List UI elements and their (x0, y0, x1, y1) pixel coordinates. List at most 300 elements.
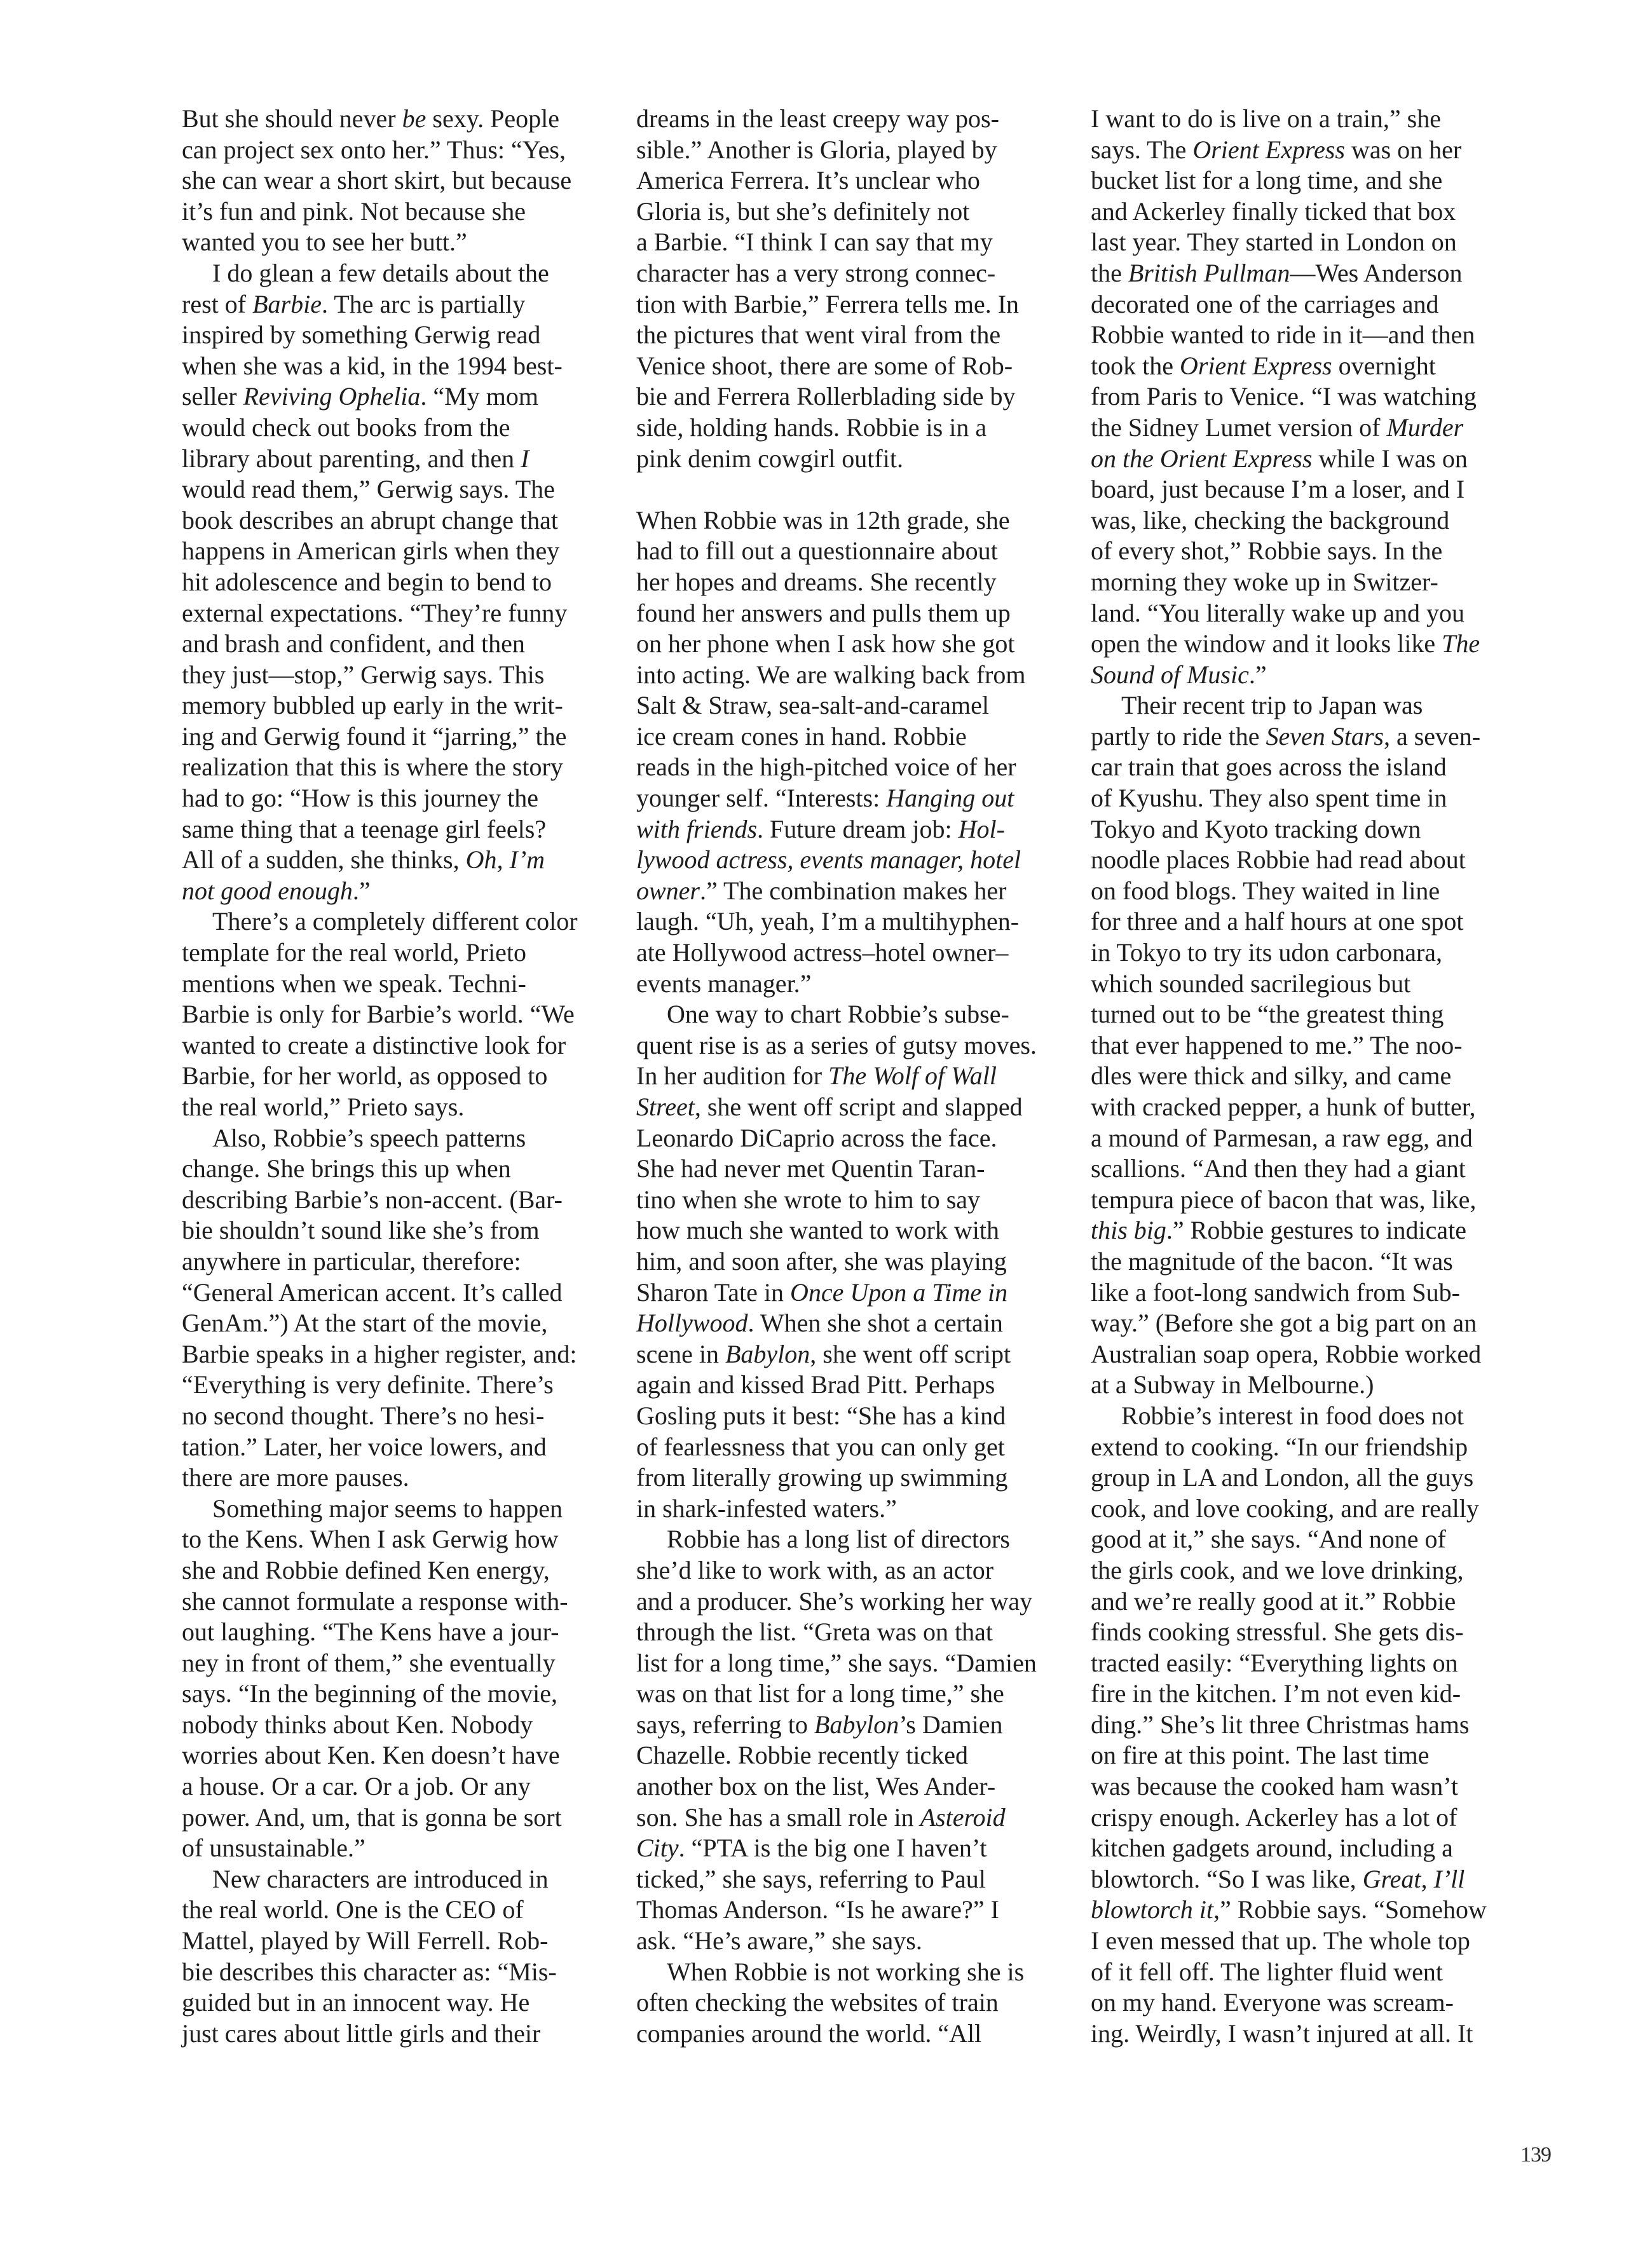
text-line (1091, 505, 1505, 536)
text-run: turned out to be “the greatest thing (1091, 1000, 1444, 1029)
text-run: All of a sudden, she thinks, (182, 845, 466, 875)
text-line (636, 999, 1051, 1030)
text-line (182, 969, 596, 1000)
text-line (1091, 1771, 1505, 1802)
italic-text: lywood actress, events manager, hotel (636, 845, 1021, 875)
text-run: ticked,” she says, referring to Paul (636, 1864, 986, 1893)
text-line (636, 1370, 1051, 1401)
text-run: . Future dream job: (757, 814, 959, 843)
text-line (182, 1710, 596, 1741)
text-run: and we’re really good at it.” Robbie (1091, 1586, 1456, 1616)
text-line (1091, 845, 1505, 876)
italic-text: Hanging out (886, 784, 1014, 813)
text-run: tempura piece of bacon that was, like, (1091, 1185, 1477, 1214)
text-run: side, holding hands. Robbie is in a (636, 412, 987, 442)
text-run: Salt & Straw, sea-salt-and-caramel (636, 691, 989, 720)
text-run: quent rise is as a series of gutsy moves. (636, 1030, 1037, 1059)
text-run: . “My mom (420, 382, 538, 411)
text-run: took the (1091, 351, 1180, 380)
text-run: memory bubbled up early in the writ- (182, 691, 563, 720)
text-line (182, 1648, 596, 1679)
text-run: guided but in an innocent way. He (182, 1988, 530, 2017)
italic-text: City (636, 1834, 679, 1863)
text-line (182, 1586, 596, 1617)
text-run: Tokyo and Kyoto tracking down (1091, 814, 1421, 843)
text-line (636, 1710, 1051, 1741)
text-line (1091, 1061, 1505, 1092)
text-run: to the Kens. When I ask Gerwig how (182, 1525, 559, 1554)
text-run: inspired by something Gerwig read (182, 320, 541, 350)
text-line (636, 1833, 1051, 1864)
text-run: realization that this is where the story (182, 752, 563, 782)
text-line (1091, 289, 1505, 320)
text-run: America Ferrera. It’s unclear who (636, 166, 980, 195)
text-run: change. She brings this up when (182, 1154, 511, 1183)
text-line (1091, 1339, 1505, 1370)
text-line (636, 135, 1051, 166)
text-run: of unsustainable.” (182, 1834, 365, 1863)
text-line (182, 906, 596, 937)
text-line (182, 1308, 596, 1339)
text-line (1091, 1185, 1505, 1216)
text-run: library about parenting, and then (182, 444, 521, 473)
text-line (636, 752, 1051, 783)
text-line (182, 165, 596, 196)
text-line (182, 598, 596, 629)
text-run: a mound of Parmesan, a raw egg, and (1091, 1123, 1473, 1152)
text-line (636, 320, 1051, 351)
text-line (636, 1215, 1051, 1246)
text-run: anywhere in particular, therefore: (182, 1246, 521, 1276)
italic-text: British Pullman (1128, 258, 1290, 287)
text-run: Gosling puts it best: “She has a kind (636, 1401, 1006, 1430)
text-run: laugh. “Uh, yeah, I’m a multihyphen- (636, 907, 1020, 936)
text-run: the real world,” Prieto says. (182, 1092, 465, 1121)
text-run: Barbie, for her world, as opposed to (182, 1061, 548, 1091)
text-line (636, 598, 1051, 629)
text-line (182, 876, 596, 907)
italic-text: Babylon (725, 1339, 810, 1368)
italic-text: Reviving Ophelia (243, 382, 421, 411)
text-line (636, 196, 1051, 228)
text-run: New characters are introduced in (212, 1864, 549, 1893)
text-line (182, 351, 596, 382)
text-run: she’d like to work with, as an actor (636, 1555, 994, 1584)
italic-text: be (402, 104, 427, 133)
text-line (1091, 598, 1505, 629)
text-run: “Everything is very definite. There’s (182, 1370, 554, 1399)
text-run: when she was a kid, in the 1994 best- (182, 351, 563, 380)
text-run: character has a very strong connec- (636, 258, 996, 287)
text-line (636, 1401, 1051, 1432)
text-line (182, 104, 596, 135)
text-line (182, 1462, 596, 1494)
text-run: events manager.” (636, 969, 812, 998)
text-run: a Barbie. “I think I can say that my (636, 228, 993, 257)
text-line (1091, 1678, 1505, 1710)
text-run: says. The (1091, 135, 1193, 164)
text-line (182, 752, 596, 783)
text-run: scene in (636, 1339, 725, 1368)
text-line (182, 1740, 596, 1771)
text-line (1091, 1740, 1505, 1771)
italic-text: with friends (636, 814, 758, 843)
text-line (182, 1246, 596, 1277)
text-line (636, 1864, 1051, 1895)
article-column-2 (636, 104, 1051, 2049)
text-line (1091, 814, 1505, 845)
text-run: the girls cook, and we love drinking, (1091, 1555, 1464, 1584)
text-run: kitchen gadgets around, including a (1091, 1834, 1453, 1863)
italic-text: Hollywood (636, 1309, 748, 1338)
text-line (182, 536, 596, 567)
text-run: Thomas Anderson. “Is he aware?” I (636, 1895, 999, 1924)
text-run: Leonardo DiCaprio across the face. (636, 1123, 997, 1152)
text-line (636, 1648, 1051, 1679)
text-run: nobody thinks about Ken. Nobody (182, 1710, 533, 1739)
text-line (1091, 999, 1505, 1030)
text-run: land. “You literally wake up and you (1091, 598, 1465, 627)
text-line (636, 1030, 1051, 1061)
text-run: last year. They started in London on (1091, 228, 1457, 257)
text-run: ice cream cones in hand. Robbie (636, 721, 967, 751)
text-run: was because the cooked ham wasn’t (1091, 1772, 1458, 1801)
text-line (636, 1987, 1051, 2018)
text-run: the Sidney Lumet version of (1091, 412, 1387, 442)
text-line (182, 629, 596, 660)
text-run: fire in the kitchen. I’m not even kid- (1091, 1679, 1461, 1708)
text-run: son. She has a small role in (636, 1802, 920, 1832)
text-run: of it fell off. The lighter fluid went (1091, 1957, 1443, 1986)
text-line (636, 845, 1051, 876)
text-run: Also, Robbie’s speech patterns (212, 1123, 526, 1152)
text-line (636, 1957, 1051, 1988)
text-run: while I was on (1312, 444, 1468, 473)
italic-text: Murder (1386, 412, 1464, 442)
text-run: open the window and it looks like (1091, 629, 1442, 658)
text-line (636, 1154, 1051, 1185)
text-run: tion with Barbie,” Ferrera tells me. In (636, 289, 1020, 318)
text-run: from literally growing up swimming (636, 1463, 1008, 1492)
text-line (182, 1864, 596, 1895)
text-run: ing. Weirdly, I wasn’t injured at all. It (1091, 2018, 1473, 2048)
text-line (1091, 1092, 1505, 1123)
text-run: GenAm.”) At the start of the movie, (182, 1309, 548, 1338)
italic-text: Babylon (814, 1710, 899, 1739)
text-line (636, 876, 1051, 907)
text-run: noodle places Robbie had read about (1091, 845, 1466, 875)
text-run: mentions when we speak. Techni- (182, 969, 526, 998)
text-run: found her answers and pulls them up (636, 598, 1011, 627)
text-run: the real world. One is the CEO of (182, 1895, 524, 1924)
text-run: I do glean a few details about the (212, 258, 549, 287)
text-run: in shark-infested waters.” (636, 1494, 897, 1523)
text-line (182, 1061, 596, 1092)
text-line (1091, 1277, 1505, 1309)
text-line (636, 1308, 1051, 1339)
text-run: scallions. “And then they had a giant (1091, 1154, 1466, 1183)
text-run: crispy enough. Ackerley has a lot of (1091, 1802, 1457, 1832)
text-line (182, 1617, 596, 1648)
text-run: dreams in the least creepy way pos- (636, 104, 999, 133)
text-run: external expectations. “They’re funny (182, 598, 568, 627)
text-run: board, just because I’m a loser, and I (1091, 475, 1465, 504)
text-line (636, 1494, 1051, 1525)
text-run: for three and a half hours at one spot (1091, 907, 1464, 936)
text-run: they just—stop,” Gerwig says. This (182, 660, 545, 689)
text-line (182, 1555, 596, 1586)
text-run: it’s fun and pink. Not because she (182, 196, 526, 226)
text-line (1091, 1648, 1505, 1679)
text-line (1091, 104, 1505, 135)
text-run: happens in American girls when they (182, 536, 560, 566)
text-run: there are more pauses. (182, 1463, 409, 1492)
text-line (1091, 1154, 1505, 1185)
text-line (182, 1895, 596, 1926)
text-line (636, 721, 1051, 752)
text-run: had to go: “How is this journey the (182, 784, 539, 813)
text-line (1091, 1987, 1505, 2018)
text-run: When Robbie is not working she is (667, 1957, 1025, 1986)
text-run: sible.” Another is Gloria, played by (636, 135, 997, 164)
text-line (636, 1339, 1051, 1370)
text-run: partly to ride the (1091, 721, 1266, 751)
text-line (636, 1246, 1051, 1277)
text-line (182, 937, 596, 969)
text-run: .” (352, 876, 371, 905)
text-line (1091, 1308, 1505, 1339)
text-line (636, 783, 1051, 814)
text-line (636, 1771, 1051, 1802)
text-run: him, and soon after, she was playing (636, 1246, 1007, 1276)
text-line (636, 1926, 1051, 1957)
italic-text: not good enough (182, 876, 353, 905)
italic-text: Orient Express (1179, 351, 1332, 380)
text-line (182, 412, 596, 444)
text-line (636, 1185, 1051, 1216)
text-line (182, 135, 596, 166)
text-line (636, 104, 1051, 135)
italic-text: Great, I’ll (1362, 1864, 1465, 1893)
text-line (182, 1802, 596, 1834)
text-line (182, 1092, 596, 1123)
text-run: .” The combination makes her (700, 876, 1007, 905)
text-run: no second thought. There’s no hesi- (182, 1401, 545, 1430)
text-run: she cannot formulate a response with- (182, 1586, 568, 1616)
text-line (1091, 165, 1505, 196)
italic-text: Oh, I’m (465, 845, 545, 875)
text-line (636, 1092, 1051, 1123)
text-run: a house. Or a car. Or a job. Or any (182, 1772, 531, 1801)
text-line (636, 1462, 1051, 1494)
text-run: how much she wanted to work with (636, 1216, 1000, 1245)
text-run: ’s Damien (899, 1710, 1003, 1739)
text-run: One way to chart Robbie’s subse- (667, 1000, 1009, 1029)
text-run: tino when she wrote to him to say (636, 1185, 981, 1214)
text-run: on her phone when I ask how she got (636, 629, 1015, 658)
text-run: I even messed that up. The whole top (1091, 1926, 1470, 1956)
text-run: template for the real world, Prieto (182, 938, 527, 967)
text-line (182, 1987, 596, 2018)
text-line (1091, 752, 1505, 783)
text-run: ding.” She’s lit three Christmas hams (1091, 1710, 1470, 1739)
text-run: Robbie’s interest in food does not (1121, 1401, 1464, 1430)
text-run: seller (182, 382, 243, 411)
text-run: and brash and confident, and then (182, 629, 525, 658)
text-line (1091, 1494, 1505, 1525)
text-run: , a seven- (1383, 721, 1481, 751)
text-line (182, 814, 596, 845)
text-line (182, 444, 596, 475)
text-line (636, 1555, 1051, 1586)
text-line (636, 1277, 1051, 1309)
text-line (636, 1586, 1051, 1617)
text-run: ing and Gerwig found it “jarring,” the (182, 721, 567, 751)
text-line (1091, 1462, 1505, 1494)
text-line (636, 690, 1051, 721)
text-line (1091, 1030, 1505, 1061)
text-run: She had never met Quentin Taran- (636, 1154, 985, 1183)
text-line (1091, 1401, 1505, 1432)
text-line (182, 1339, 596, 1370)
text-line (182, 1154, 596, 1185)
text-line (636, 444, 1051, 475)
text-run: from Paris to Venice. “I was watching (1091, 382, 1477, 411)
text-run: car train that goes across the island (1091, 752, 1447, 782)
text-run: way.” (Before she got a big part on an (1091, 1309, 1477, 1338)
text-run: and Ackerley finally ticked that box (1091, 196, 1456, 226)
text-line (636, 1617, 1051, 1648)
text-run: .” Robbie gestures to indicate (1166, 1216, 1466, 1245)
text-run: of Kyushu. They also spent time in (1091, 784, 1447, 813)
text-line (636, 412, 1051, 444)
text-run: ate Hollywood actress–hotel owner– (636, 938, 1009, 967)
text-line (1091, 937, 1505, 969)
text-line (636, 2018, 1051, 2050)
text-line (636, 1061, 1051, 1092)
text-line (182, 1215, 596, 1246)
text-line (636, 1895, 1051, 1926)
text-run: .” (1248, 660, 1267, 689)
text-line (182, 1432, 596, 1463)
text-run: was on her (1344, 135, 1462, 164)
text-line (1091, 1555, 1505, 1586)
italic-text: Street (636, 1092, 695, 1121)
text-run: finds cooking stressful. She gets dis- (1091, 1617, 1464, 1647)
text-run: she can wear a short skirt, but because (182, 166, 572, 195)
text-run: Venice shoot, there are some of Rob- (636, 351, 1013, 380)
text-run: group in LA and London, all the guys (1091, 1463, 1474, 1492)
text-line (182, 1370, 596, 1401)
text-run: would read them,” Gerwig says. The (182, 475, 555, 504)
text-line (636, 505, 1051, 536)
article-column-3 (1091, 104, 1505, 2049)
article-column-1 (182, 104, 596, 2049)
text-run: , she went off script (810, 1339, 1011, 1368)
text-run: her hopes and dreams. She recently (636, 567, 997, 596)
text-run: of every shot,” Robbie says. In the (1091, 536, 1443, 566)
text-run: was on that list for a long time,” she (636, 1679, 1004, 1708)
text-line (1091, 1246, 1505, 1277)
text-run: bie describes this character as: “Mis- (182, 1957, 557, 1986)
text-line (182, 1185, 596, 1216)
text-run: extend to cooking. “In our friendship (1091, 1432, 1468, 1461)
text-line (1091, 351, 1505, 382)
text-line (182, 721, 596, 752)
text-line (182, 567, 596, 598)
text-run: which sounded sacrilegious but (1091, 969, 1411, 998)
text-line (636, 165, 1051, 196)
text-line (182, 320, 596, 351)
text-run: list for a long time,” she says. “Damien (636, 1648, 1037, 1677)
italic-text: Sound of Music (1091, 660, 1249, 689)
text-line (182, 196, 596, 228)
text-line (1091, 1864, 1505, 1895)
text-line (1091, 227, 1505, 258)
text-line (636, 289, 1051, 320)
text-run: says, referring to (636, 1710, 814, 1739)
text-run: When Robbie was in 12th grade, she (636, 505, 1010, 534)
text-line (182, 1926, 596, 1957)
text-run: I want to do is live on a train,” she (1091, 104, 1441, 133)
text-run: of fearlessness that you can only get (636, 1432, 1005, 1461)
text-line (1091, 876, 1505, 907)
text-run: through the list. “Greta was on that (636, 1617, 993, 1647)
text-line (182, 289, 596, 320)
text-run: another box on the list, Wes Ander- (636, 1772, 996, 1801)
text-run: tation.” Later, her voice lowers, and (182, 1432, 547, 1461)
text-run: morning they woke up in Switzer- (1091, 567, 1438, 596)
text-run: younger self. “Interests: (636, 784, 887, 813)
text-line (1091, 1833, 1505, 1864)
text-run: ,” Robbie says. “Somehow (1213, 1895, 1487, 1924)
text-line (182, 1678, 596, 1710)
text-line (182, 1957, 596, 1988)
text-run: reads in the high-pitched voice of her (636, 752, 1016, 782)
text-line (1091, 2018, 1505, 2050)
text-run: Robbie wanted to ride in it—and then (1091, 320, 1475, 350)
text-run: ney in front of them,” she eventually (182, 1648, 556, 1677)
text-line (182, 1524, 596, 1555)
text-run: the (1091, 258, 1128, 287)
text-line (1091, 320, 1505, 351)
text-line (1091, 629, 1505, 660)
text-run: on my hand. Everyone was scream- (1091, 1988, 1454, 2017)
text-run: There’s a completely different color (212, 907, 578, 936)
text-run: Barbie speaks in a higher register, and: (182, 1339, 577, 1368)
text-run: pink denim cowgirl outfit. (636, 444, 903, 473)
text-line (636, 814, 1051, 845)
text-run: “General American accent. It’s called (182, 1277, 563, 1307)
text-run: Gloria is, but she’s definitely not (636, 196, 970, 226)
text-line (1091, 1926, 1505, 1957)
text-run: like a foot-long sandwich from Sub- (1091, 1277, 1460, 1307)
text-run: and a producer. She’s working her way (636, 1586, 1033, 1616)
italic-text: Barbie (252, 289, 322, 318)
text-run: wanted to create a distinctive look for (182, 1030, 566, 1059)
italic-text: Asteroid (920, 1802, 1006, 1832)
italic-text: Hol- (958, 814, 1005, 843)
text-run: into acting. We are walking back from (636, 660, 1026, 689)
text-line (182, 690, 596, 721)
text-run: book describes an abrupt change that (182, 505, 559, 534)
text-run: Their recent trip to Japan was (1121, 691, 1423, 720)
text-run: In her audition for (636, 1061, 829, 1091)
text-run: —Wes Anderson (1290, 258, 1463, 287)
text-run: dles were thick and silky, and came (1091, 1061, 1452, 1091)
text-run: Something major seems to happen (212, 1494, 563, 1523)
text-run: out laughing. “The Kens have a jour- (182, 1617, 559, 1647)
